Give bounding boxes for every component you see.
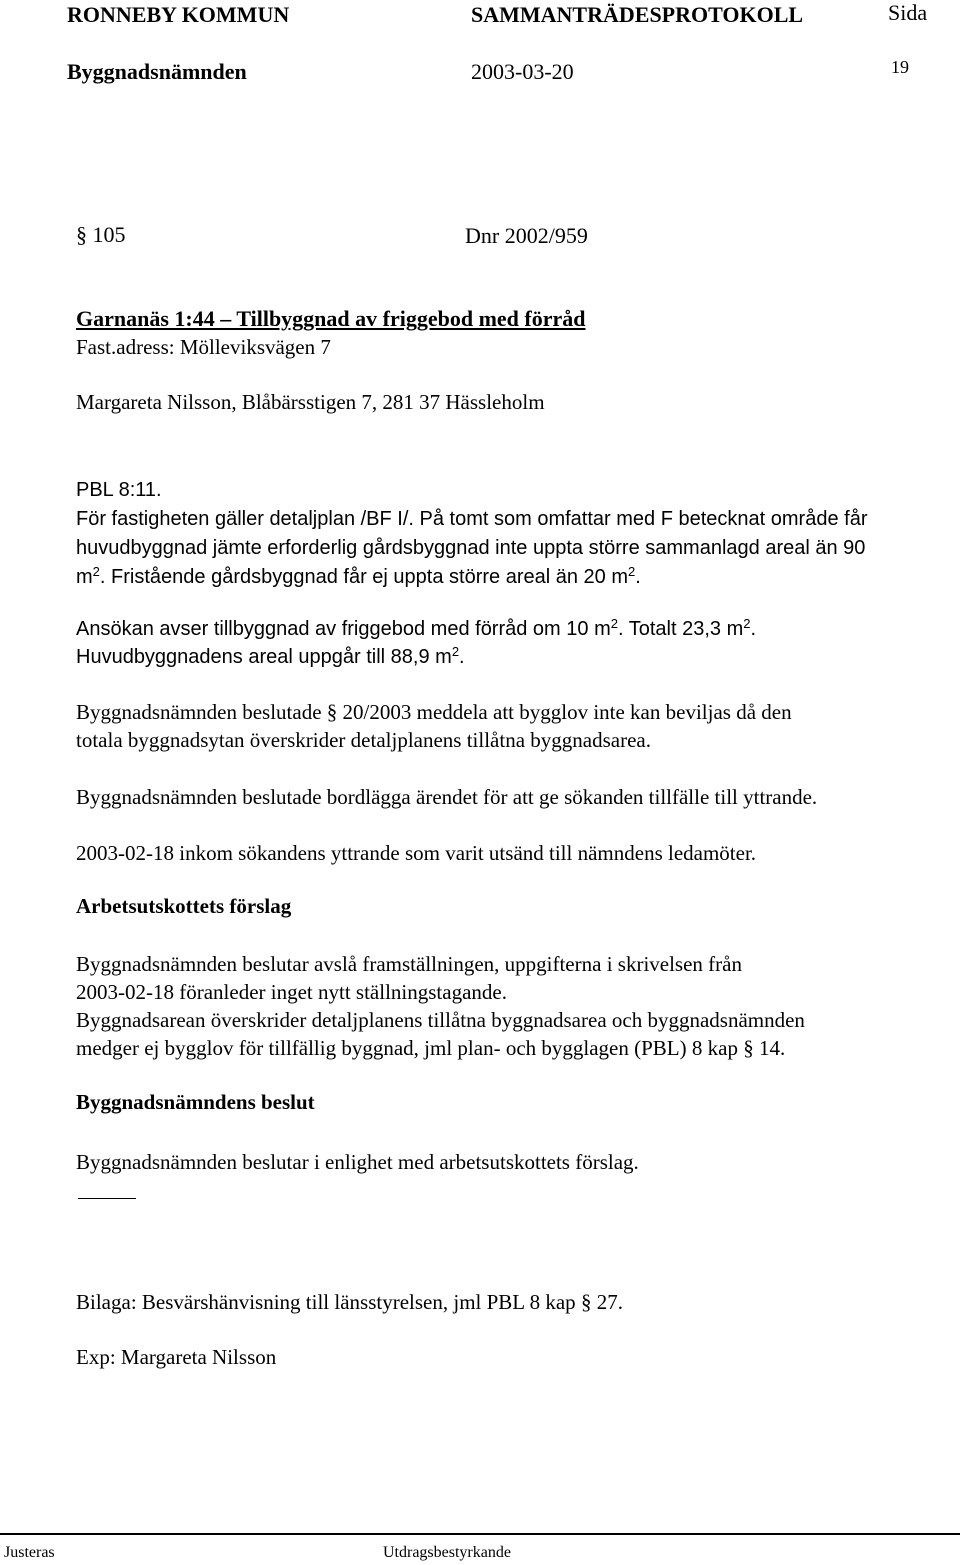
document-type: SAMMANTRÄDESPROTOKOLL [471, 2, 804, 27]
decision-heading: Byggnadsnämndens beslut [76, 1090, 315, 1114]
case-number [76, 224, 126, 246]
pbl-line-3: $m^2$. Fristående gårdsbyggnad får ej uppta större areal än 20 $m^2$. [76, 564, 641, 588]
pbl-line-2: huvudbyggnad jämte erforderlig gårdsbyggnad inte uppta större sammanlagd areal än 90 [76, 537, 866, 559]
footer-justeras: Justeras [4, 1544, 55, 1561]
footer-rule [0, 1533, 960, 1535]
board-name: Byggnadsnämnden [67, 59, 247, 84]
attachment-line: Bilaga: Besvärshänvisning till länsstyrelsen, jml PBL 8 kap § 27. [76, 1290, 623, 1314]
pbl-ref: PBL 8:11. [76, 479, 162, 501]
pbl-line-1: För fastigheten gäller detaljplan /BF I/. På tomt som omfattar med F betecknat område får [76, 508, 868, 530]
history-paragraph-3: 2003-02-18 inkom sökandens yttrande som varit utsänd till nämndens ledamöter. [76, 841, 757, 865]
case-number-value: 105 [92, 222, 126, 247]
footer-utdragsbestyrkande: Utdragsbestyrkande [383, 1544, 511, 1561]
proposal-heading: Arbetsutskottets förslag [76, 894, 292, 918]
section-symbol: § [76, 222, 87, 247]
separator-line [78, 1198, 136, 1199]
org-name: RONNEBY KOMMUN [67, 2, 290, 27]
application-line-2: Huvudbyggnadens areal uppgår till 88,9 $m^2$. [76, 644, 465, 668]
meeting-date: 2003-03-20 [471, 59, 574, 84]
pbl-paragraph [76, 476, 867, 592]
applicant: Margareta Nilsson, Blåbärsstigen 7, 281 37 Hässleholm [76, 390, 545, 414]
application-line-1: Ansökan avser tillbyggnad av friggebod med förråd om 10 $m^2$. Totalt 23,3 $m^2$. [76, 616, 757, 640]
section-symbol: § [326, 700, 338, 724]
application-paragraph [76, 615, 756, 671]
decision-text: Byggnadsnämnden beslutar i enlighet med arbetsutskottets förslag. [76, 1150, 639, 1174]
page-number: 19 [891, 57, 909, 77]
dnr: Dnr 2002/959 [465, 223, 588, 248]
property-address: Fast.adress: Mölleviksvägen 7 [76, 335, 331, 359]
proposal-paragraph: Byggnadsnämnden beslutar avslå framställningen, uppgifterna i skrivelsen från 2003-02-18 föranleder inget nytt ställningstagande. Byggnadsarean överskrider detaljplanens tillåtna byggnadsarea och byggnadsnämnden medger ej bygglov för tillfällig byggnad, jml plan- och bygglagen (PBL) 8 kap § 14. [76, 952, 805, 1060]
history-paragraph-2: Byggnadsnämnden beslutade bordlägga ärendet för att ge sökanden tillfälle till yttrande. [76, 785, 818, 809]
page-label: Sida [888, 0, 928, 25]
distribution-line: Exp: Margareta Nilsson [76, 1345, 277, 1369]
section-symbol: § [580, 1290, 592, 1314]
history-paragraph-1: Byggnadsnämnden beslutade § 20/2003 meddela att bygglov inte kan beviljas då den totala byggnadsytan överskrider detaljplanens tillåtna byggnadsarea. [76, 700, 792, 752]
case-title: Garnanäs 1:44 – Tillbyggnad av friggebod med förråd [76, 306, 586, 331]
section-symbol: § [743, 1036, 754, 1060]
